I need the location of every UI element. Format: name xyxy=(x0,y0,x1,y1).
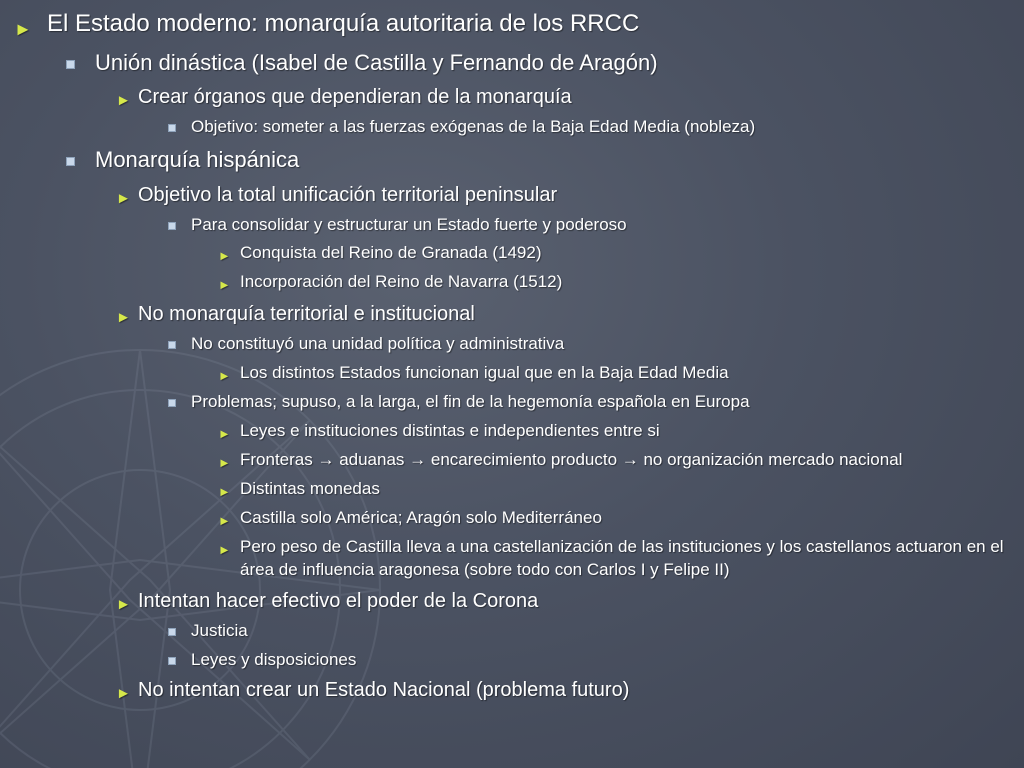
bullet-item xyxy=(116,678,629,706)
bullet-text: Objetivo la total unificación territorial peninsular xyxy=(138,184,558,206)
bullet-text: Fronteras → aduanas → encarecimiento producto → no organización mercado nacional xyxy=(240,450,903,469)
bullet-text: Para consolidar y estructurar un Estado fuerte y poderoso xyxy=(191,215,627,234)
bullet-text: Castilla solo América; Aragón solo Mediterráneo xyxy=(240,508,602,527)
triangle-bullet-icon: ► xyxy=(218,542,231,558)
square-bullet-icon xyxy=(168,399,176,407)
square-bullet-icon xyxy=(66,157,75,166)
triangle-bullet-icon: ► xyxy=(116,91,131,109)
bullet-item xyxy=(218,270,562,296)
bullet-item xyxy=(166,649,356,670)
bullet-text: Problemas; supuso, a la larga, el fin de la hegemonía española en Europa xyxy=(191,392,750,411)
bullet-text: El Estado moderno: monarquía autoritaria de los RRCC xyxy=(47,10,640,37)
square-bullet-icon xyxy=(168,341,176,349)
bullet-text: Incorporación del Reino de Navarra (1512) xyxy=(240,272,563,291)
bullet-item xyxy=(166,620,248,641)
bullet-item xyxy=(166,214,627,235)
triangle-bullet-icon: ► xyxy=(218,248,231,264)
bullet-text: No monarquía territorial e institucional xyxy=(138,303,475,325)
square-bullet-icon xyxy=(168,222,176,230)
bullet-item xyxy=(166,333,564,354)
bullet-text: Los distintos Estados funcionan igual que en la Baja Edad Media xyxy=(240,363,729,382)
bullet-text: Intentan hacer efectivo el poder de la Corona xyxy=(138,590,539,612)
triangle-bullet-icon: ► xyxy=(218,513,231,529)
square-bullet-icon xyxy=(168,628,176,636)
bullet-item xyxy=(218,419,660,445)
bullet-item xyxy=(116,589,538,617)
bullet-item xyxy=(218,448,902,474)
bullet-item xyxy=(116,183,557,211)
square-bullet-icon xyxy=(66,60,75,69)
bullet-item xyxy=(218,535,1020,581)
triangle-bullet-icon: ► xyxy=(116,308,131,326)
bullet-item xyxy=(166,391,750,412)
triangle-bullet-icon: ► xyxy=(116,189,131,207)
triangle-bullet-icon: ► xyxy=(218,484,231,500)
bullet-text: Leyes e instituciones distintas e independientes entre si xyxy=(240,421,660,440)
bullet-text: Crear órganos que dependieran de la monarquía xyxy=(138,86,572,108)
triangle-bullet-icon: ► xyxy=(218,368,231,384)
bullet-item xyxy=(62,147,299,173)
bullet-item xyxy=(218,506,602,532)
bullet-text: Monarquía hispánica xyxy=(95,147,300,172)
bullet-item xyxy=(218,477,380,503)
triangle-bullet-icon: ► xyxy=(116,684,131,702)
bullet-item xyxy=(166,116,755,137)
triangle-bullet-icon: ► xyxy=(14,18,32,39)
bullet-text: No constituyó una unidad política y administrativa xyxy=(191,334,565,353)
bullet-text: Conquista del Reino de Granada (1492) xyxy=(240,243,542,262)
triangle-bullet-icon: ► xyxy=(218,277,231,293)
triangle-bullet-icon: ► xyxy=(218,455,231,471)
bullet-item xyxy=(116,85,572,113)
bullet-item xyxy=(62,50,658,76)
triangle-bullet-icon: ► xyxy=(116,595,131,613)
bullet-text: Leyes y disposiciones xyxy=(191,650,357,669)
bullet-text: Unión dinástica (Isabel de Castilla y Fernando de Aragón) xyxy=(95,50,658,75)
bullet-text: Objetivo: someter a las fuerzas exógenas de la Baja Edad Media (nobleza) xyxy=(191,117,756,136)
bullet-item xyxy=(116,302,475,330)
bullet-text: No intentan crear un Estado Nacional (problema futuro) xyxy=(138,679,630,701)
square-bullet-icon xyxy=(168,124,176,132)
bullet-text: Pero peso de Castilla lleva a una castellanización de las instituciones y los castellanos actuaron en el área de influencia aragonesa (sobre todo con Carlos I y Felipe II) xyxy=(240,537,1004,579)
triangle-bullet-icon: ► xyxy=(218,426,231,442)
bullet-item xyxy=(14,10,639,43)
bullet-text: Distintas monedas xyxy=(240,479,380,498)
square-bullet-icon xyxy=(168,657,176,665)
bullet-item xyxy=(218,361,729,387)
bullet-text: Justicia xyxy=(191,621,248,640)
bullet-item xyxy=(218,241,541,267)
